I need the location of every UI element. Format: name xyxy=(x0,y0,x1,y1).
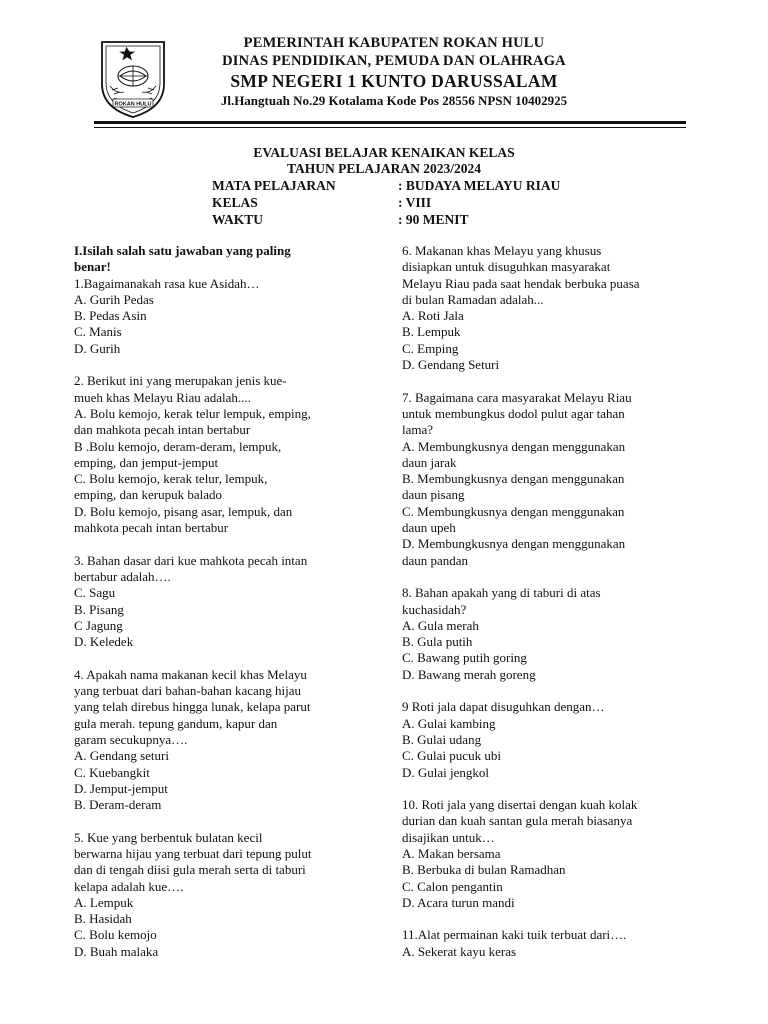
question-line: daun pandan xyxy=(402,552,469,568)
question-line: B. Membungkusnya dengan menggunakan xyxy=(402,471,625,487)
question-line: D. Bolu kemojo, pisang asar, lempuk, dan xyxy=(74,503,293,519)
question-line: A. Roti Jala xyxy=(402,308,464,324)
question-line: B. Pedas Asin xyxy=(74,308,147,324)
question-line: B. Hasidah xyxy=(74,911,132,927)
question-line: D. Buah malaka xyxy=(74,943,159,959)
question-spacer xyxy=(402,911,694,927)
question-line: B. Gula putih xyxy=(402,634,473,650)
exam-info-label: KELAS xyxy=(212,195,258,210)
question-line: daun pisang xyxy=(402,487,465,503)
exam-info-value: : 90 MENIT xyxy=(398,212,469,227)
letterhead-divider-thin xyxy=(94,127,686,128)
questions-left-column xyxy=(74,243,364,960)
question-line: 8. Bahan apakah yang di taburi di atas xyxy=(402,585,601,601)
question-line: B .Bolu kemojo, deram-deram, lempuk, xyxy=(74,438,282,454)
question-line: 11.Alat permainan kaki tuik terbuat dari…. xyxy=(402,927,627,943)
question-line: C. Gulai pucuk ubi xyxy=(402,748,501,764)
question-line: B. Lempuk xyxy=(402,324,461,340)
question-line: berwarna hijau yang terbuat dari tepung pulut xyxy=(74,845,312,861)
question-line: C. Bolu kemojo xyxy=(74,927,157,943)
question-line: 6. Makanan khas Melayu yang khusus xyxy=(402,243,602,258)
question-spacer xyxy=(74,813,364,829)
question-line: C. Bolu kemojo, kerak telur, lempuk, xyxy=(74,471,268,487)
question-line: bertabur adalah…. xyxy=(74,568,171,584)
exam-info-value: : VIII xyxy=(398,195,432,210)
question-line: disiapkan untuk disuguhkan masyarakat xyxy=(402,259,611,275)
question-line: B. Pisang xyxy=(74,601,124,617)
question-line: 3. Bahan dasar dari kue mahkota pecah intan xyxy=(74,552,308,568)
question-line: untuk membungkus dodol pulut agar tahan xyxy=(402,405,625,421)
question-spacer xyxy=(402,781,694,797)
question-line: 1.Bagaimanakah rasa kue Asidah… xyxy=(74,275,260,291)
question-line: Melayu Riau pada saat hendak berbuka puasa xyxy=(402,275,640,291)
question-line: 9 Roti jala dapat disuguhkan dengan… xyxy=(402,699,605,715)
question-line: emping, dan kerupuk balado xyxy=(74,487,223,503)
question-line: daun upeh xyxy=(402,520,456,536)
question-line: A. Bolu kemojo, kerak telur lempuk, emping, xyxy=(74,405,311,421)
question-line: D. Gendang Seturi xyxy=(402,357,500,373)
question-line: D. Gurih xyxy=(74,340,121,356)
question-line: A. Sekerat kayu keras xyxy=(402,943,517,959)
question-line: D. Keledek xyxy=(74,634,134,650)
letterhead-government: PEMERINTAH KABUPATEN ROKAN HULU xyxy=(243,35,545,51)
exam-info-row xyxy=(212,177,560,194)
exam-info xyxy=(212,177,560,228)
question-line: C. Manis xyxy=(74,324,122,340)
logo-text: ROKAN HULU xyxy=(114,101,152,108)
exam-info-value: : BUDAYA MELAYU RIAU xyxy=(398,178,561,193)
question-spacer xyxy=(74,357,364,373)
question-line: A. Gurih Pedas xyxy=(74,291,154,307)
exam-info-label: WAKTU xyxy=(212,212,264,227)
question-line: emping, dan jemput-jemput xyxy=(74,454,219,470)
question-line: C. Kuebangkit xyxy=(74,764,150,780)
question-line: D. Bawang merah goreng xyxy=(402,666,536,682)
question-line: dan di tengah diisi gula merah serta di taburi xyxy=(74,862,306,878)
question-line: A. Membungkusnya dengan menggunakan xyxy=(402,438,626,454)
question-line: durian dan kuah santan gula merah biasanya xyxy=(402,813,633,829)
question-line: mahkota pecah intan bertabur xyxy=(74,520,229,536)
question-line: D. Jemput-jemput xyxy=(74,780,168,796)
question-line: di bulan Ramadan adalah... xyxy=(402,291,544,307)
letterhead xyxy=(172,34,616,110)
question-line: lama? xyxy=(402,422,434,438)
question-line: D. Gulai jengkol xyxy=(402,764,490,780)
exam-title: EVALUASI BELAJAR KENAIKAN KELAS xyxy=(253,145,515,160)
exam-info-row xyxy=(212,194,560,211)
question-line: A. Gendang seturi xyxy=(74,748,169,764)
regency-logo-icon xyxy=(94,36,172,120)
letterhead-divider-thick xyxy=(94,121,686,124)
question-line: C Jagung xyxy=(74,617,123,633)
question-line: A. Gulai kambing xyxy=(402,715,496,731)
question-line: 5. Kue yang berbentuk bulatan kecil xyxy=(74,829,263,845)
question-spacer xyxy=(402,683,694,699)
letterhead-address: Jl.Hangtuah No.29 Kotalama Kode Pos 28556 NPSN 10402925 xyxy=(220,93,568,108)
question-line: yang terbuat dari bahan-bahan kacang hijau xyxy=(74,683,302,699)
exam-year: TAHUN PELAJARAN 2023/2024 xyxy=(286,161,481,176)
question-line: garam secukupnya…. xyxy=(74,731,188,747)
questions-right-column xyxy=(402,243,694,960)
question-line: daun jarak xyxy=(402,454,457,470)
question-spacer xyxy=(402,569,694,585)
exam-info-row xyxy=(212,211,560,228)
letterhead-school: SMP NEGERI 1 KUNTO DARUSSALAM xyxy=(230,71,558,91)
section-instruction: I.Isilah salah satu jawaban yang paling xyxy=(74,243,291,258)
question-line: dan mahkota pecah intan bertabur xyxy=(74,422,251,438)
question-line: C. Sagu xyxy=(74,585,116,601)
question-line: 4. Apakah nama makanan kecil khas Melayu xyxy=(74,666,307,682)
question-line: kuchasidah? xyxy=(402,601,467,617)
question-line: yang telah direbus hingga lunak, kelapa parut xyxy=(74,699,311,715)
question-line: 7. Bagaimana cara masyarakat Melayu Riau xyxy=(402,389,632,405)
question-line: D. Acara turun mandi xyxy=(402,894,515,910)
question-line: 10. Roti jala yang disertai dengan kuah kolak xyxy=(402,797,638,813)
question-line: C. Calon pengantin xyxy=(402,878,503,894)
question-line: mueh khas Melayu Riau adalah.... xyxy=(74,389,251,405)
question-line: kelapa adalah kue…. xyxy=(74,878,184,894)
question-spacer xyxy=(74,650,364,666)
question-line: A. Gula merah xyxy=(402,617,479,633)
question-line: B. Berbuka di bulan Ramadhan xyxy=(402,862,566,878)
question-line: A. Lempuk xyxy=(74,894,134,910)
question-line: disajikan untuk… xyxy=(402,829,495,845)
letterhead-department: DINAS PENDIDIKAN, PEMUDA DAN OLAHRAGA xyxy=(222,53,566,69)
exam-info-label: MATA PELAJARAN xyxy=(212,178,336,193)
question-line: C. Emping xyxy=(402,340,459,356)
question-line: 2. Berikut ini yang merupakan jenis kue- xyxy=(74,373,287,389)
question-spacer xyxy=(402,373,694,389)
question-line: C. Membungkusnya dengan menggunakan xyxy=(402,503,625,519)
question-line: A. Makan bersama xyxy=(402,845,501,861)
question-line: B. Deram-deram xyxy=(74,797,162,813)
question-spacer xyxy=(74,536,364,552)
question-line: gula merah. tepung gandum, kapur dan xyxy=(74,715,278,731)
question-line: B. Gulai udang xyxy=(402,731,482,747)
section-instruction: benar! xyxy=(74,259,111,275)
question-line: D. Membungkusnya dengan menggunakan xyxy=(402,536,626,552)
question-line: C. Bawang putih goring xyxy=(402,650,527,666)
